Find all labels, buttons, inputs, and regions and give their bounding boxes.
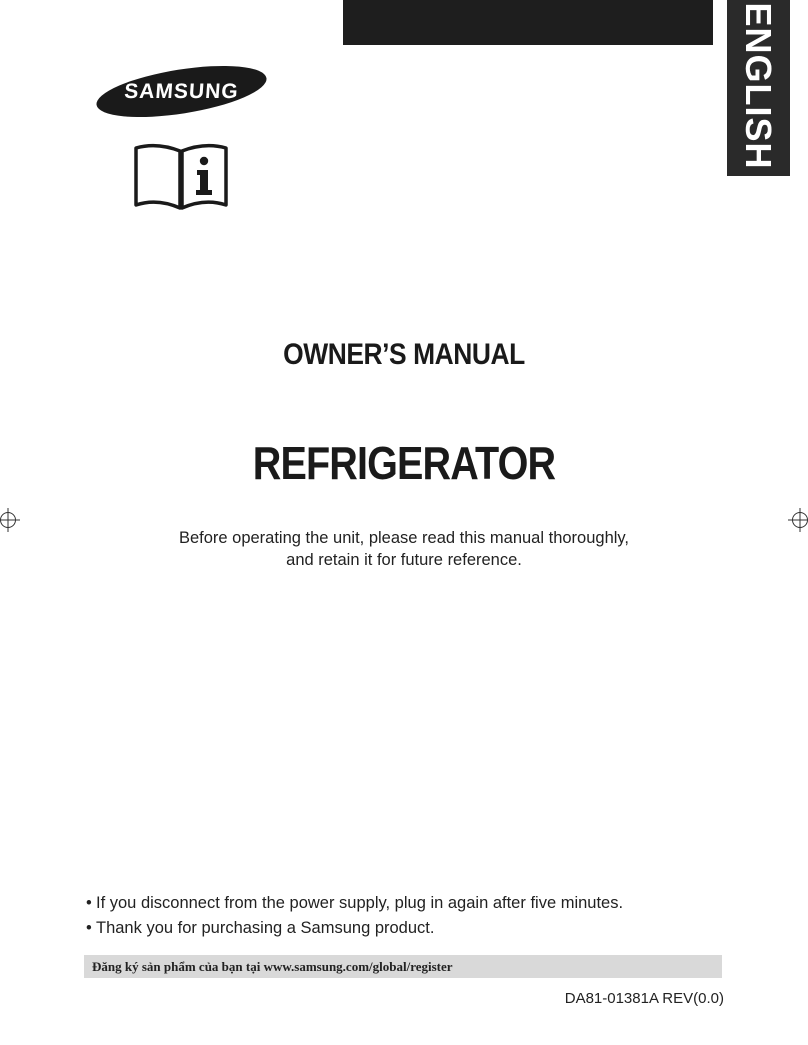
note-text: Thank you for purchasing a Samsung product. (96, 919, 435, 937)
info-book-icon (133, 142, 229, 210)
intro-line: and retain it for future reference. (286, 551, 522, 569)
note-item (86, 917, 726, 942)
product-title: REFRIGERATOR (252, 437, 556, 489)
bullet-mark: • (86, 919, 92, 937)
notes-list (86, 892, 726, 942)
note-item (86, 892, 726, 917)
intro-text (0, 527, 808, 571)
intro-line: Before operating the unit, please read this manual thoroughly, (178, 529, 630, 547)
register-banner (84, 955, 722, 978)
document-code: DA81-01381A REV(0.0) (564, 990, 724, 1007)
document-type-title: OWNER’S MANUAL (283, 338, 525, 371)
register-text: Đăng ký sản phẩm của bạn tại www.samsung.com/global/register (92, 959, 453, 974)
header-bar (343, 0, 713, 45)
logo-text: SAMSUNG (123, 79, 240, 103)
note-text: If you disconnect from the power supply, plug in again after five minutes. (96, 894, 624, 912)
bullet-mark: • (86, 894, 92, 912)
samsung-logo (94, 63, 269, 120)
language-label: ENGLISH (738, 2, 779, 170)
